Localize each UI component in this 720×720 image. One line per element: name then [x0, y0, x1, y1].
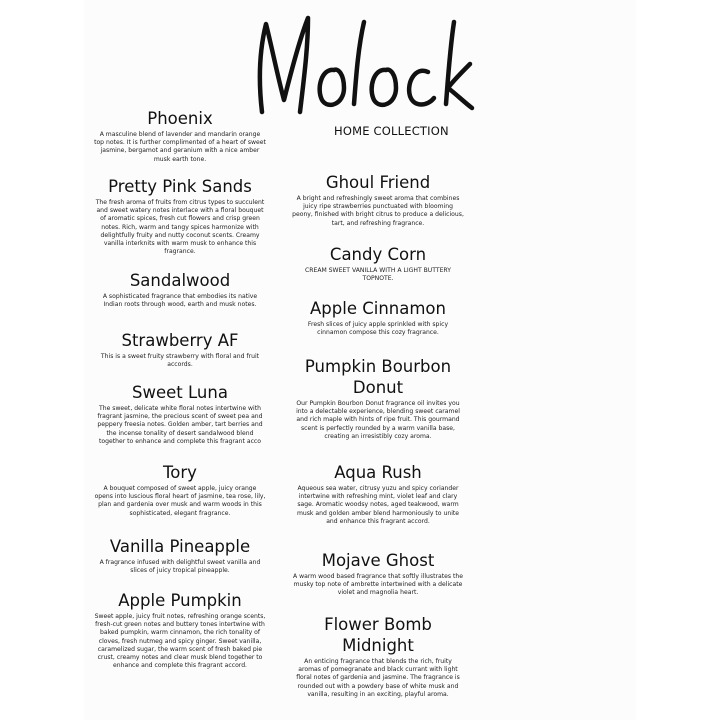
fragrance-candy-corn — [288, 244, 468, 283]
fragrance-pretty-pink-sands — [90, 176, 270, 256]
fragrance-description: A masculine blend of lavender and mandarin orange top notes. It is further complimented of a heart of sweet jasmine, bergamot and geranium with a nice amber musk earth tone. — [94, 131, 266, 163]
fragrance-description: CREAM SWEET VANILLA WITH A LIGHT BUTTERY TOPNOTE. — [304, 267, 451, 283]
fragrance-tory — [90, 462, 270, 518]
fragrance-ghoul-friend — [288, 172, 468, 228]
fragrance-aqua-rush — [288, 462, 468, 526]
fragrance-apple-pumpkin — [90, 590, 270, 670]
fragrance-sweet-luna — [90, 382, 270, 446]
fragrance-title: Candy Corn — [329, 245, 427, 264]
fragrance-title: Aqua Rush — [334, 463, 422, 482]
fragrance-title: Mojave Ghost — [321, 551, 435, 570]
molock-script-logo — [248, 8, 476, 118]
fragrance-title: Sweet Luna — [132, 383, 228, 402]
fragrance-title: Vanilla Pineapple — [109, 537, 251, 556]
fragrance-sandalwood — [90, 270, 270, 309]
fragrance-description: The fresh aroma of fruits from citrus types to succulent and sweet watery notes interlace with a floral bouquet of aromatic spices, fresh cut flowers and crisp green notes. Rich, warm and tangy spices harmonize with delightfully fruity and nutty coconut scents. Creamy vanilla interknits with warm musk to enhance this fragrance. — [95, 199, 265, 256]
fragrance-title: Flower Bomb Midnight — [324, 615, 432, 655]
fragrance-description: This is a sweet fruity strawberry with floral and fruit accords. — [100, 353, 260, 369]
fragrance-description: A warm wood based fragrance that softly illustrates the musky top note of ambrette intertwined with a delicate violet and magnolia heart. — [293, 573, 463, 597]
fragrance-title: Sandalwood — [129, 271, 231, 290]
fragrance-title: Apple Cinnamon — [310, 299, 446, 318]
fragrance-description: Aqueous sea water, citrusy yuzu and spicy coriander intertwine with refreshing mint, violet leaf and clary sage. Aromatic woodsy notes, aged teakwood, warm musk and golden amber blend harmoniously to unite and enhance this fragrant accord. — [296, 485, 460, 525]
fragrance-title: Pumpkin Bourbon Donut — [304, 357, 452, 397]
fragrance-description: A bright and refreshingly sweet aroma that combines juicy ripe strawberries punctuated with blooming peony, finished with bright citrus to produce a delicious, tart, and refreshing fragrance. — [292, 195, 464, 227]
fragrance-description: A fragrance infused with delightful sweet vanilla and slices of juicy tropical pineapple. — [99, 559, 261, 575]
fragrance-description: A bouquet composed of sweet apple, juicy orange opens into luscious floral heart of jasmine, tea rose, lily, plan and gardenia over musk and warm woods in this sophisticated, elegant fragrance. — [94, 485, 266, 517]
fragrance-description: Sweet apple, juicy fruit notes, refreshing orange scents, fresh-cut green notes and buttery tones intertwine with baked pumpkin, warm cinnamon, the rich tonality of cloves, fresh nutmeg and spicy ginger. Sweet vanilla, caramelized sugar, the warm scent of fresh baked pie crust, creamy notes and clear musk blend together to enhance and complete this fragrant accord. — [94, 613, 266, 670]
fragrance-pumpkin-bourbon-donut — [288, 356, 468, 441]
fragrance-description: A sophisticated fragrance that embodies its native Indian roots through wood, earth and musk notes. — [102, 293, 258, 309]
fragrance-apple-cinnamon — [288, 298, 468, 337]
fragrance-mojave-ghost — [288, 550, 468, 598]
brand-logo — [248, 8, 476, 136]
brand-subtitle: HOME COLLECTION — [334, 124, 449, 138]
fragrance-vanilla-pineapple — [90, 536, 270, 575]
fragrance-description: The sweet, delicate white floral notes intertwine with fragrant jasmine, the precious scent of sweet pea and peppery freesia notes. Golden amber, tart berries and the incense tonality of desert sandalwood blend together to enhance and complete this fragrant acco — [97, 405, 263, 445]
fragrance-title: Strawberry AF — [121, 331, 239, 350]
fragrance-title: Tory — [163, 463, 197, 482]
fragrance-title: Apple Pumpkin — [118, 591, 242, 610]
fragrance-title: Phoenix — [147, 109, 213, 128]
fragrance-strawberry-af — [90, 330, 270, 369]
fragrance-title: Ghoul Friend — [325, 173, 431, 192]
fragrance-description: Our Pumpkin Bourbon Donut fragrance oil invites you into a delectable experience, blending sweet caramel and rich maple with hints of ripe fruit. This gourmand scent is perfectly rounded by a warm vanilla base, creating an irresistibly cozy aroma. — [296, 400, 460, 440]
fragrance-description: An enticing fragrance that blends the rich, fruity aromas of pomegranate and black currant with light floral notes of gardenia and jasmine. The fragrance is rounded out with a powdery base of white musk and vanilla, resulting in an exciting, playful aroma. — [296, 658, 460, 698]
fragrance-description: Fresh slices of juicy apple sprinkled with spicy cinnamon compose this cozy fragrance. — [307, 321, 449, 337]
fragrance-title: Pretty Pink Sands — [108, 177, 252, 196]
fragrance-phoenix — [90, 108, 270, 164]
fragrance-flower-bomb-midnight — [288, 614, 468, 699]
